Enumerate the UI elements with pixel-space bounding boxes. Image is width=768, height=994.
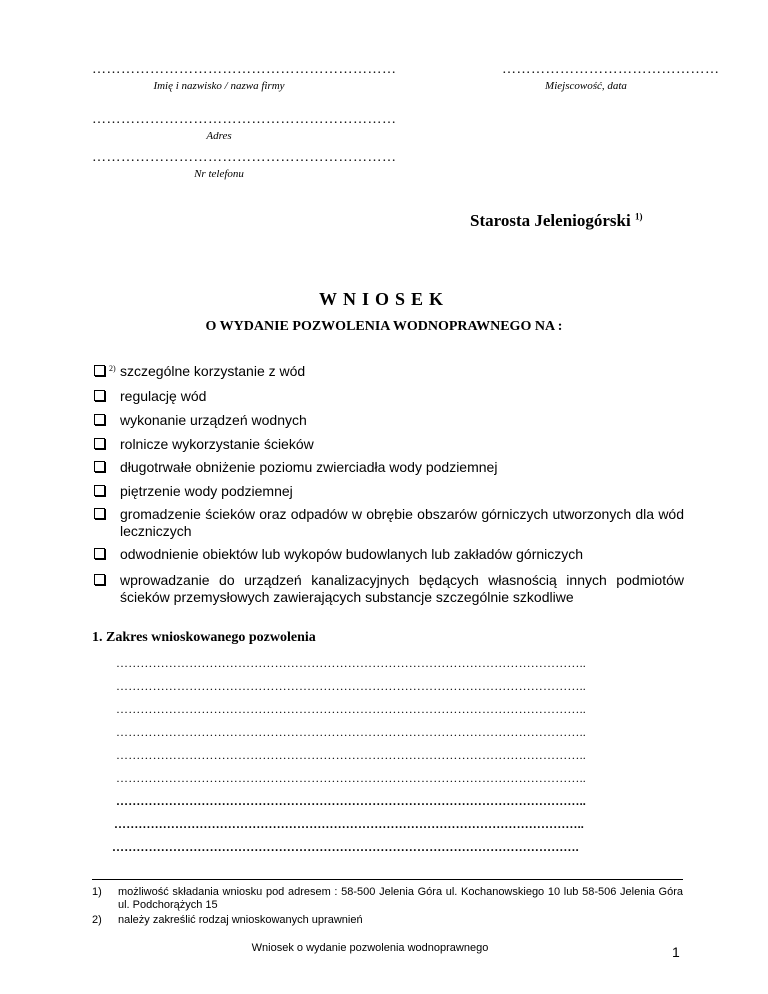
footnote-number: 1) bbox=[92, 886, 102, 898]
document-title: WNIOSEK bbox=[318, 289, 450, 309]
addressee-name: Starosta Jeleniogórski bbox=[470, 211, 631, 230]
checkbox-groundwater-damming[interactable] bbox=[94, 485, 105, 496]
fill-line[interactable]: …………………………………………………………………………………………………….. bbox=[116, 656, 586, 670]
address-dots: ……………………………………………………… bbox=[92, 112, 397, 127]
option-label: szczególne korzystanie z wód bbox=[120, 363, 306, 379]
name-dots: ……………………………………………………… bbox=[92, 62, 397, 77]
option-label: rolnicze wykorzystanie ścieków bbox=[120, 436, 314, 452]
fill-line[interactable]: …………………………………………………………………………………………………….. bbox=[116, 794, 586, 808]
phone-dots: ……………………………………………………… bbox=[92, 150, 397, 165]
option-label: wprowadzanie do urządzeń kanalizacyjnych będących własnością innych podmiotów ścieków przemysłowych zawierających substancje szczególnie szkodliwe bbox=[120, 572, 684, 605]
name-caption: Imię i nazwisko / nazwa firmy bbox=[153, 80, 285, 92]
option-item bbox=[94, 388, 684, 405]
checkbox-water-regulation[interactable] bbox=[94, 390, 105, 401]
option-item bbox=[94, 459, 684, 476]
document-subtitle: O WYDANIE POZWOLENIA WODNOPRAWNEGO NA : bbox=[205, 319, 563, 334]
checkbox-water-devices[interactable] bbox=[94, 414, 105, 425]
option-label: odwodnienie obiektów lub wykopów budowlanych lub zakładów górniczych bbox=[120, 546, 584, 562]
checkbox-sewage-agriculture[interactable] bbox=[94, 438, 105, 449]
option-item bbox=[94, 412, 684, 429]
place-dots: ……………………………………… bbox=[502, 62, 720, 77]
fill-line[interactable]: ……………………………………………………………………………………………………. bbox=[112, 840, 579, 854]
footnote-text: należy zakreślić rodzaj wnioskowanych uprawnień bbox=[118, 914, 363, 926]
checkbox-industrial-sewage[interactable] bbox=[94, 574, 105, 585]
fill-line[interactable]: …………………………………………………………………………………………………….. bbox=[114, 817, 584, 831]
option-label: długotrwałe obniżenie poziomu zwierciadła wody podziemnej bbox=[120, 459, 498, 475]
checkbox-groundwater-lowering[interactable] bbox=[94, 461, 105, 472]
footnote-text: możliwość składania wniosku pod adresem : 58-500 Jelenia Góra ul. Kochanowskiego 10 lub 58-506 Jelenia Góra ul. Podchorążych 15 bbox=[118, 886, 683, 911]
addressee bbox=[470, 211, 642, 231]
page-footer: Wniosek o wydanie pozwolenia wodnoprawnego bbox=[251, 942, 489, 954]
address-caption: Adres bbox=[206, 130, 232, 142]
option-item bbox=[94, 572, 684, 606]
fill-line[interactable]: …………………………………………………………………………………………………….. bbox=[116, 702, 586, 716]
option-item bbox=[94, 546, 684, 563]
checkbox-drainage[interactable] bbox=[94, 548, 105, 559]
addressee-note: 1) bbox=[634, 211, 643, 222]
option-label: wykonanie urządzeń wodnych bbox=[120, 412, 307, 428]
checkbox-special-water-use[interactable] bbox=[94, 365, 105, 376]
footnote-number: 2) bbox=[92, 914, 102, 926]
fill-line[interactable]: …………………………………………………………………………………………………….. bbox=[116, 725, 586, 739]
page-number: 1 bbox=[672, 944, 680, 960]
option-label: gromadzenie ścieków oraz odpadów w obrębie obszarów górniczych utworzonych dla wód leczniczych bbox=[120, 506, 684, 539]
section-heading: 1. Zakres wnioskowanego pozwolenia bbox=[92, 630, 316, 645]
option-label: regulację wód bbox=[120, 388, 207, 404]
option-item bbox=[94, 363, 684, 380]
fill-line[interactable]: …………………………………………………………………………………………………….. bbox=[116, 748, 586, 762]
place-caption: Miejscowość, data bbox=[545, 80, 627, 92]
checkbox-sewage-collection[interactable] bbox=[94, 508, 105, 519]
phone-caption: Nr telefonu bbox=[194, 168, 244, 180]
footnote-divider bbox=[92, 879, 683, 880]
fill-line[interactable]: …………………………………………………………………………………………………….. bbox=[116, 679, 586, 693]
option-item bbox=[94, 506, 684, 540]
option-item bbox=[94, 483, 684, 500]
option-label: piętrzenie wody podziemnej bbox=[120, 483, 293, 499]
fill-line[interactable]: …………………………………………………………………………………………………….. bbox=[116, 771, 586, 785]
option-note: 2) bbox=[109, 364, 116, 373]
option-item bbox=[94, 436, 684, 453]
